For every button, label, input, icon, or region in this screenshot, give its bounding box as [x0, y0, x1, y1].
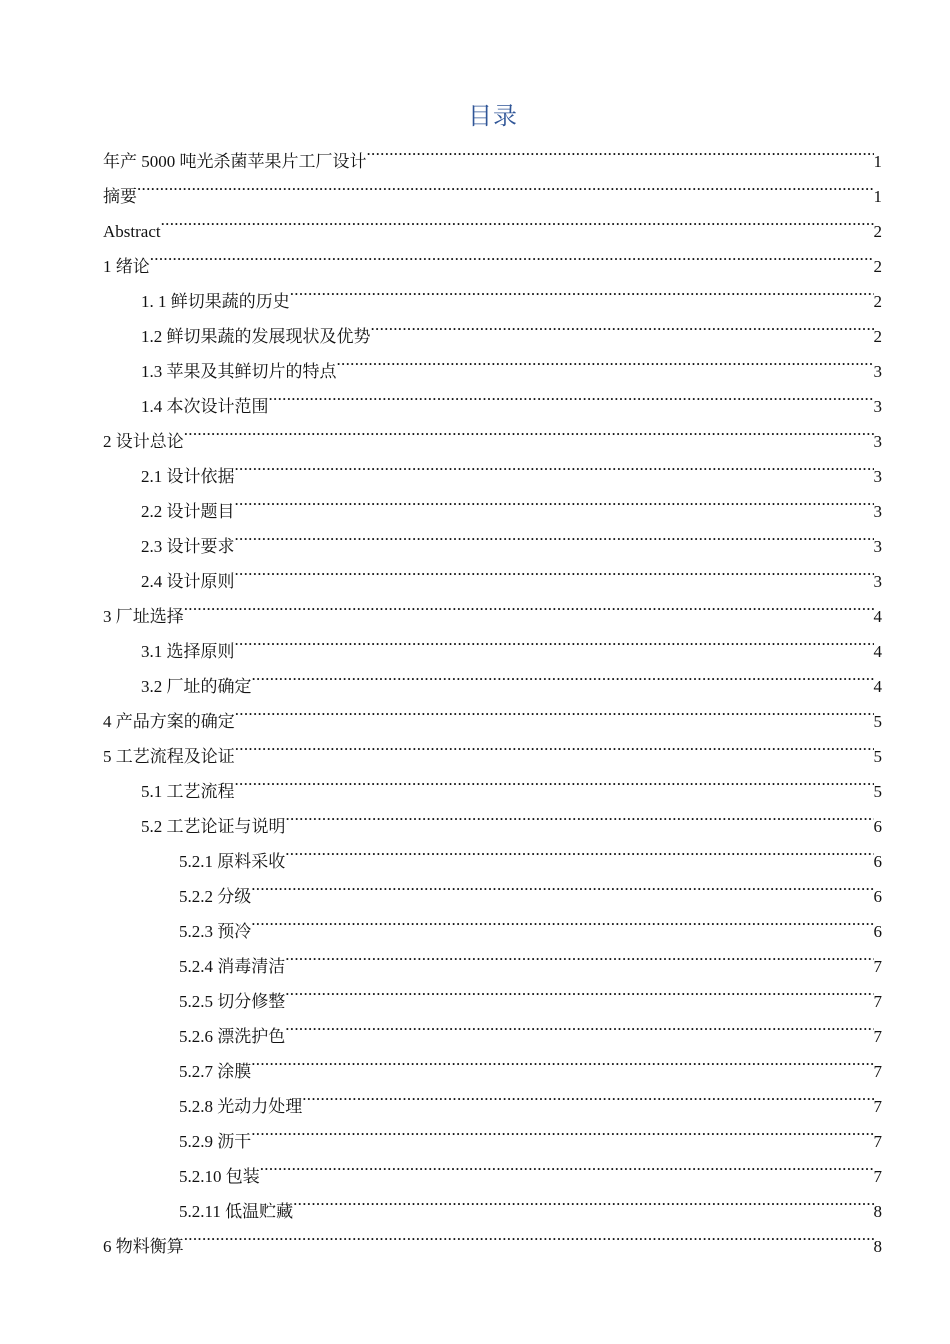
dot-leader [137, 167, 874, 202]
dot-leader [293, 1182, 873, 1217]
dot-leader [235, 552, 874, 587]
toc-entry-label: 3.2 厂址的确定 [141, 677, 252, 696]
toc-entry-page-number: 8 [873, 1237, 882, 1256]
toc-entry-label: Abstract [103, 222, 161, 241]
toc-entry-label: 5.2.1 原料采收 [179, 852, 286, 871]
toc-entry-page-number: 3 [873, 467, 882, 486]
toc-entry-page-number: 3 [873, 432, 882, 451]
toc-entry[interactable] [103, 1217, 882, 1256]
toc-entry-page-number: 6 [873, 852, 882, 871]
toc-entry-page-number: 2 [873, 327, 882, 346]
toc-entry[interactable] [103, 167, 882, 206]
dot-leader [235, 447, 874, 482]
dot-leader [161, 202, 874, 237]
toc-entry-label: 5.2.7 涂膜 [179, 1062, 252, 1081]
dot-leader [235, 727, 874, 762]
toc-entry-label: 5 工艺流程及论证 [103, 747, 235, 766]
dot-leader [285, 1007, 873, 1042]
toc-entry-label: 5.2.11 低温贮藏 [179, 1202, 294, 1221]
dot-leader [184, 587, 874, 622]
toc-entry-page-number: 3 [873, 397, 882, 416]
toc-entry-page-number: 7 [873, 1062, 882, 1081]
dot-leader [286, 797, 874, 832]
dot-leader [235, 692, 874, 727]
toc-entry-label: 5.1 工艺流程 [141, 782, 235, 801]
toc-entry-page-number: 6 [873, 887, 882, 906]
dot-leader [302, 1077, 873, 1112]
toc-entry[interactable] [103, 272, 882, 311]
toc-entry[interactable] [103, 412, 882, 451]
toc-entry-label: 5.2.2 分级 [179, 887, 252, 906]
toc-entry-label: 3 厂址选择 [103, 607, 184, 626]
toc-entry-label: 5.2.9 沥干 [179, 1132, 252, 1151]
toc-entry-label: 4 产品方案的确定 [103, 712, 235, 731]
dot-leader [150, 237, 874, 272]
toc-entry-page-number: 5 [873, 782, 882, 801]
toc-entry[interactable] [103, 622, 882, 661]
toc-entry-page-number: 5 [873, 712, 882, 731]
toc-entry-label: 1 绪论 [103, 257, 150, 276]
toc-entry[interactable] [103, 202, 882, 241]
dot-leader [285, 972, 873, 1007]
toc-entry-label: 年产 5000 吨光杀菌苹果片工厂设计 [103, 152, 367, 171]
dot-leader [251, 902, 873, 937]
toc-entry-label: 5.2 工艺论证与说明 [141, 817, 286, 836]
toc-title: 目录 [468, 102, 518, 130]
toc-entry-label: 摘要 [103, 187, 137, 206]
toc-entry-page-number: 1 [873, 187, 882, 206]
toc-entry-label: 2.3 设计要求 [141, 537, 235, 556]
dot-leader [252, 657, 874, 692]
toc-entry-page-number: 3 [873, 502, 882, 521]
toc-entry-label: 5.2.6 漂洗护色 [179, 1027, 286, 1046]
dot-leader [235, 482, 874, 517]
toc-entry-page-number: 3 [873, 537, 882, 556]
toc-entry-label: 1.3 苹果及其鲜切片的特点 [141, 362, 337, 381]
dot-leader [251, 1112, 873, 1147]
dot-leader [235, 622, 874, 657]
toc-entry-page-number: 3 [873, 572, 882, 591]
toc-entry-label: 1. 1 鲜切果蔬的历史 [141, 292, 290, 311]
dot-leader [371, 307, 874, 342]
toc-entry-label: 1.4 本次设计范围 [141, 397, 269, 416]
toc-entry-label: 2.2 设计题目 [141, 502, 235, 521]
toc-entry-label: 5.2.4 消毒清洁 [179, 957, 286, 976]
toc-entry-page-number: 5 [873, 747, 882, 766]
toc-entry-page-number: 6 [873, 817, 882, 836]
toc-entry-page-number: 2 [873, 292, 882, 311]
dot-leader [269, 377, 874, 412]
dot-leader [184, 1217, 874, 1252]
dot-leader [367, 132, 874, 167]
toc-entry[interactable] [103, 587, 882, 626]
toc-entry-label: 3.1 选择原则 [141, 642, 235, 661]
toc-entry-label: 2.1 设计依据 [141, 467, 235, 486]
toc-entry-page-number: 2 [873, 222, 882, 241]
toc-entry-label: 5.2.8 光动力处理 [179, 1097, 303, 1116]
toc-entry[interactable] [103, 447, 882, 486]
toc-entry-label: 2 设计总论 [103, 432, 184, 451]
toc-entry-label: 5.2.3 预冷 [179, 922, 252, 941]
toc-entry-page-number: 7 [873, 1132, 882, 1151]
dot-leader [285, 832, 873, 867]
dot-leader [260, 1147, 874, 1182]
toc-entry-page-number: 7 [873, 957, 882, 976]
toc-entry-label: 6 物料衡算 [103, 1237, 184, 1256]
toc-entry-page-number: 6 [873, 922, 882, 941]
toc-entry-label: 2.4 设计原则 [141, 572, 235, 591]
toc-entry-page-number: 2 [873, 257, 882, 276]
dot-leader [285, 937, 873, 972]
dot-leader [235, 762, 874, 797]
dot-leader [235, 517, 874, 552]
toc-entry-page-number: 4 [873, 642, 882, 661]
toc-entry-page-number: 8 [873, 1202, 882, 1221]
toc-entry-page-number: 4 [873, 607, 882, 626]
toc-entry-label: 1.2 鲜切果蔬的发展现状及优势 [141, 327, 371, 346]
toc-entry-page-number: 7 [873, 992, 882, 1011]
toc-entry[interactable] [103, 132, 882, 171]
dot-leader [184, 412, 874, 447]
toc-entry-page-number: 7 [873, 1167, 882, 1186]
toc-entry[interactable] [103, 237, 882, 276]
toc-entry-page-number: 7 [873, 1097, 882, 1116]
dot-leader [290, 272, 874, 307]
toc-entry-page-number: 3 [873, 362, 882, 381]
table-of-contents [103, 132, 882, 1256]
toc-entry-page-number: 4 [873, 677, 882, 696]
toc-entry-page-number: 7 [873, 1027, 882, 1046]
toc-entry-label: 5.2.5 切分修整 [179, 992, 286, 1011]
dot-leader [251, 1042, 873, 1077]
dot-leader [251, 867, 873, 902]
toc-entry-page-number: 1 [873, 152, 882, 171]
dot-leader [337, 342, 874, 377]
toc-entry-label: 5.2.10 包装 [179, 1167, 260, 1186]
